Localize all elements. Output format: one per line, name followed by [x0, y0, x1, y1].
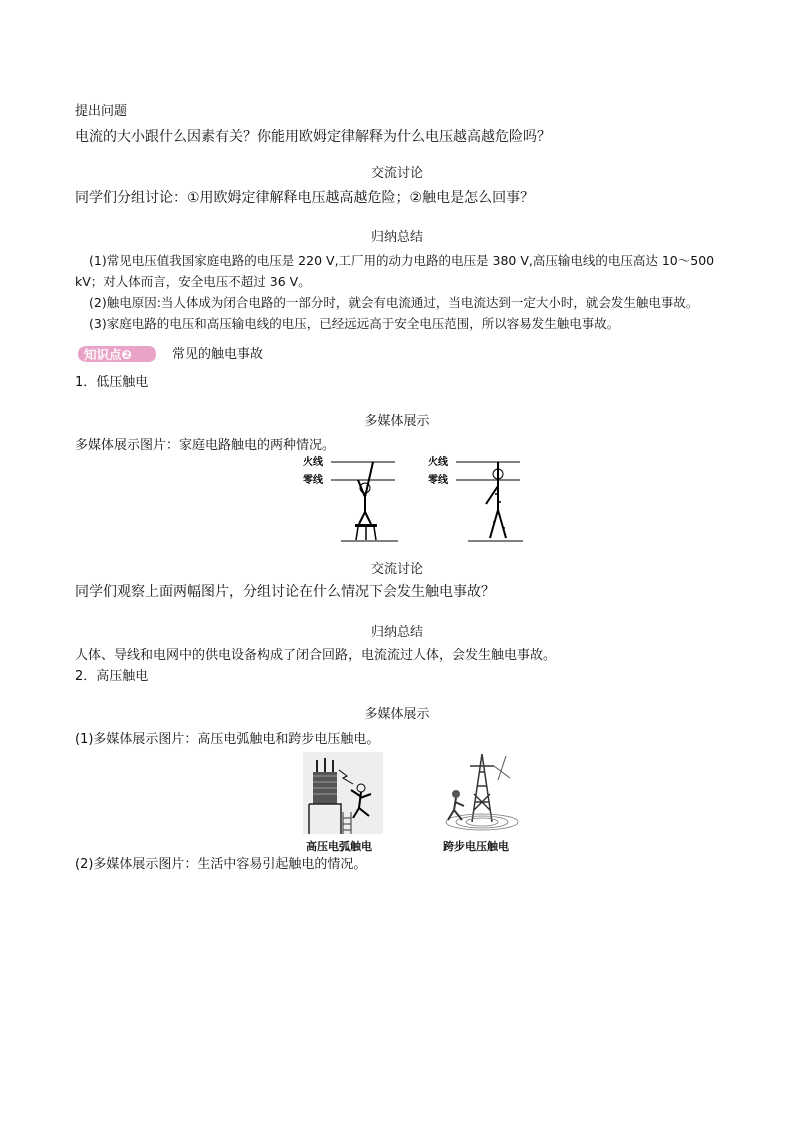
multimedia-text-3: (2)多媒体展示图片：生活中容易引起触电的情况。: [75, 857, 367, 872]
discussion-text-2: 同学们观察上面两幅图片，分组讨论在什么情况下会发生触电事故？: [75, 584, 495, 600]
subsection-low-voltage: 1．低压触电: [75, 375, 149, 390]
caption-step-voltage: 跨步电压触电: [443, 840, 509, 853]
heading-multimedia-2: 多媒体展示: [364, 707, 430, 722]
figure-low-voltage-two-wires: [303, 452, 398, 544]
ground-ripples: [446, 814, 518, 830]
badge-text: 知识点❷: [84, 347, 133, 362]
neutral-wire-label: 零线: [303, 475, 323, 486]
summary-point-3: (3)家庭电路的电压和高压输电线的电压，已经远远高于安全电压范围，所以容易发生触电事故。: [89, 316, 620, 331]
fire-wire-label: 火线: [428, 457, 448, 468]
fire-wire-label: 火线: [303, 457, 323, 468]
figure-step-voltage: [440, 750, 522, 834]
figure-low-voltage-wire-ground: [428, 452, 523, 544]
heading-multimedia-1: 多媒体展示: [364, 414, 430, 429]
heading-summary-2: 归纳总结: [370, 625, 423, 640]
discussion-text-1: 同学们分组讨论：①用欧姆定律解释电压越高越危险；②触电是怎么回事？: [75, 190, 535, 206]
summary-point-1-line-2: kV；对人体而言，安全电压不超过 36 V。: [75, 274, 311, 289]
knowledge-point-title: 常见的触电事故: [172, 347, 264, 362]
heading-discussion-1: 交流讨论: [370, 166, 423, 181]
subsection-high-voltage: 2．高压触电: [75, 669, 149, 684]
person-on-ground-figure: [486, 462, 506, 538]
heading-summary-1: 归纳总结: [370, 230, 423, 245]
figure-high-voltage-arc: [303, 752, 383, 834]
multimedia-text-1: 多媒体展示图片：家庭电路触电的两种情况。: [75, 438, 336, 453]
knowledge-point-badge: [76, 344, 158, 364]
summary-text-2: 人体、导线和电网中的供电设备构成了闭合回路，电流流过人体，会发生触电事故。: [75, 648, 557, 663]
summary-point-1-line-1: (1)常见电压值我国家庭电路的电压是 220 V,工厂用的动力电路的电压是 380 V,高压输电线的电压高达 10～500: [89, 253, 715, 268]
heading-discussion-2: 交流讨论: [370, 562, 423, 577]
person-on-stool-figure: [355, 462, 377, 540]
section-heading-raise-question: 提出问题: [75, 104, 128, 119]
summary-point-2: (2)触电原因:当人体成为闭合电路的一部分时，就会有电流通过，当电流达到一定大小时，就会发生触电事故。: [89, 295, 699, 310]
transmission-tower: [470, 754, 510, 822]
neutral-wire-label: 零线: [428, 475, 448, 486]
multimedia-text-2: (1)多媒体展示图片：高压电弧触电和跨步电压触电。: [75, 732, 380, 747]
question-text: 电流的大小跟什么因素有关？你能用欧姆定律解释为什么电压越高越危险吗？: [75, 129, 551, 145]
caption-high-voltage-arc: 高压电弧触电: [306, 840, 372, 853]
